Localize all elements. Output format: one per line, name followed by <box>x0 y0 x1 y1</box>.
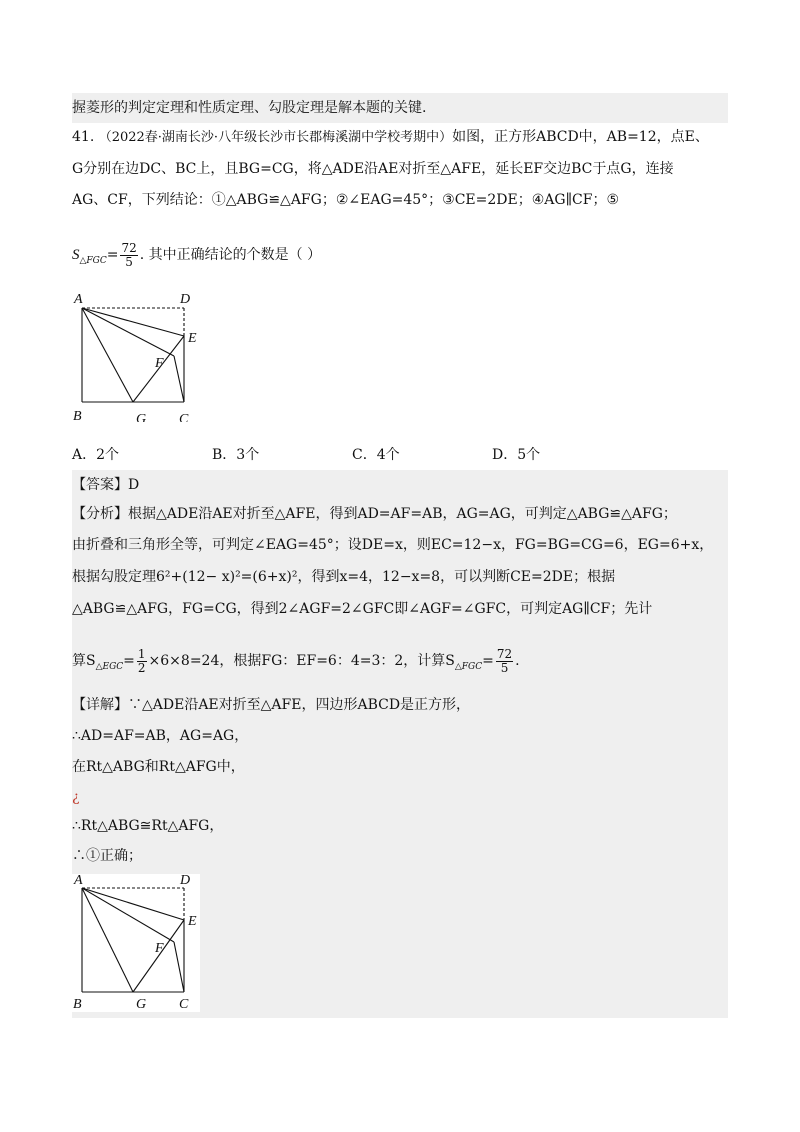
segment-fc <box>174 356 184 402</box>
detail-line-2: ∴AD=AF=AB，AG=AG， <box>72 728 249 744</box>
analysis-line-5: 算$S_{\triangle EGC}=$ $\frac{1}{2}$ ×6×8=24，根据FG：EF=6：4=3：2，计算$S_{\triangle FGC}=$ $\frac{72}{5}$ . <box>72 646 520 675</box>
option-a: A．2个 <box>72 447 120 463</box>
label-d-2: D <box>180 873 191 888</box>
label-g: G <box>136 412 147 422</box>
detail-line-3: 在Rt△ABG和Rt△AFG中， <box>72 759 245 775</box>
analysis-line-4: △ABG≌△AFG，FG=CG，得到2∠AGF=2∠GFC即∠AGF=∠GFC，可判定AG∥CF；先计 <box>72 601 653 617</box>
question-line-3: AG、CF，下列结论：①△ABG≌△AFG；②∠EAG=45°；③CE=2DE；④AG∥CF；⑤ <box>72 192 620 208</box>
area-subscript: △FGC <box>79 255 107 266</box>
label-b: B <box>73 409 82 422</box>
question-line-1 <box>72 126 728 149</box>
label-e-2: E <box>188 914 197 929</box>
fraction-72-5-b: $\frac{72}{5}$ <box>496 646 513 675</box>
area-symbol: S <box>72 247 80 263</box>
segment-ae <box>82 308 184 336</box>
area-subscript-fgc: △FGC <box>454 661 483 672</box>
option-d: D．5个 <box>492 447 541 463</box>
label-f-2: F <box>155 941 164 956</box>
fraction-1-2: $\frac{1}{2}$ <box>137 646 146 675</box>
square-figure-2 <box>70 872 210 1012</box>
detail-line-1: 【详解】∵△ADE沿AE对折至△AFE，四边形ABCD是正方形， <box>72 697 471 713</box>
detail-line-6: ∴①正确； <box>72 848 142 864</box>
label-d: D <box>180 292 191 307</box>
square-figure <box>70 292 210 422</box>
question-text-1: 如图，正方形ABCD中，AB=12，点E、 <box>452 129 709 145</box>
label-g-2: G <box>136 997 147 1012</box>
answer-options <box>72 444 672 464</box>
segment-ae-2 <box>82 888 184 920</box>
label-a: A <box>74 292 83 307</box>
fraction-72-5: $\frac{72}{5}$ <box>121 240 137 269</box>
question-source: （2022春·湖南长沙·八年级长沙市长郡梅溪湖中学校考期中） <box>98 130 453 145</box>
question-line-4: $S_{\triangle FGC}=$ $\frac{72}{5}$ . 其中正确结论的个数是（ ） <box>72 240 322 269</box>
question-number: 41. <box>72 129 95 145</box>
analysis-line-1: 【分析】根据△ADE沿AE对折至△AFE，得到AD=AF=AB，AG=AG，可判定△ABG≌△AFG； <box>72 506 677 522</box>
label-f: F <box>155 356 164 371</box>
label-e: E <box>188 331 197 346</box>
segment-af <box>82 308 174 356</box>
analysis-line-3: 根据勾股定理6²+(12− x)²=(6+x)²，得到x=4，12−x=8，可以判断CE=2DE；根据 <box>72 569 616 585</box>
question-text-4: . 其中正确结论的个数是（ ） <box>139 247 322 263</box>
segment-ag <box>82 308 133 402</box>
detail-line-5: ∴Rt△ABG≅Rt△AFG， <box>72 818 224 834</box>
label-b-2: B <box>73 997 82 1012</box>
prev-solution-ending: 握菱形的判定定理和性质定理、勾股定理是解本题的关键. <box>72 100 427 116</box>
option-b: B．3个 <box>212 447 260 463</box>
option-c: C．4个 <box>352 447 400 463</box>
question-line-2: G分别在边DC、BC上，且BG=CG，将△ADE沿AE对折至△AFE，延长EF交边BC于点G，连接 <box>72 161 674 177</box>
label-a-2: A <box>74 873 83 888</box>
segment-fc-2 <box>174 942 184 992</box>
analysis-line-2: 由折叠和三角形全等，可判定∠EAG=45°；设DE=x，则EC=12−x，FG=BG=CG=6，EG=6+x， <box>72 537 714 553</box>
label-c: C <box>179 412 189 422</box>
answer-line: 【答案】D <box>72 477 140 493</box>
detail-line-4: ¿ <box>72 789 80 805</box>
area-subscript-egc: △EGC <box>95 661 124 672</box>
label-c-2: C <box>179 997 189 1012</box>
